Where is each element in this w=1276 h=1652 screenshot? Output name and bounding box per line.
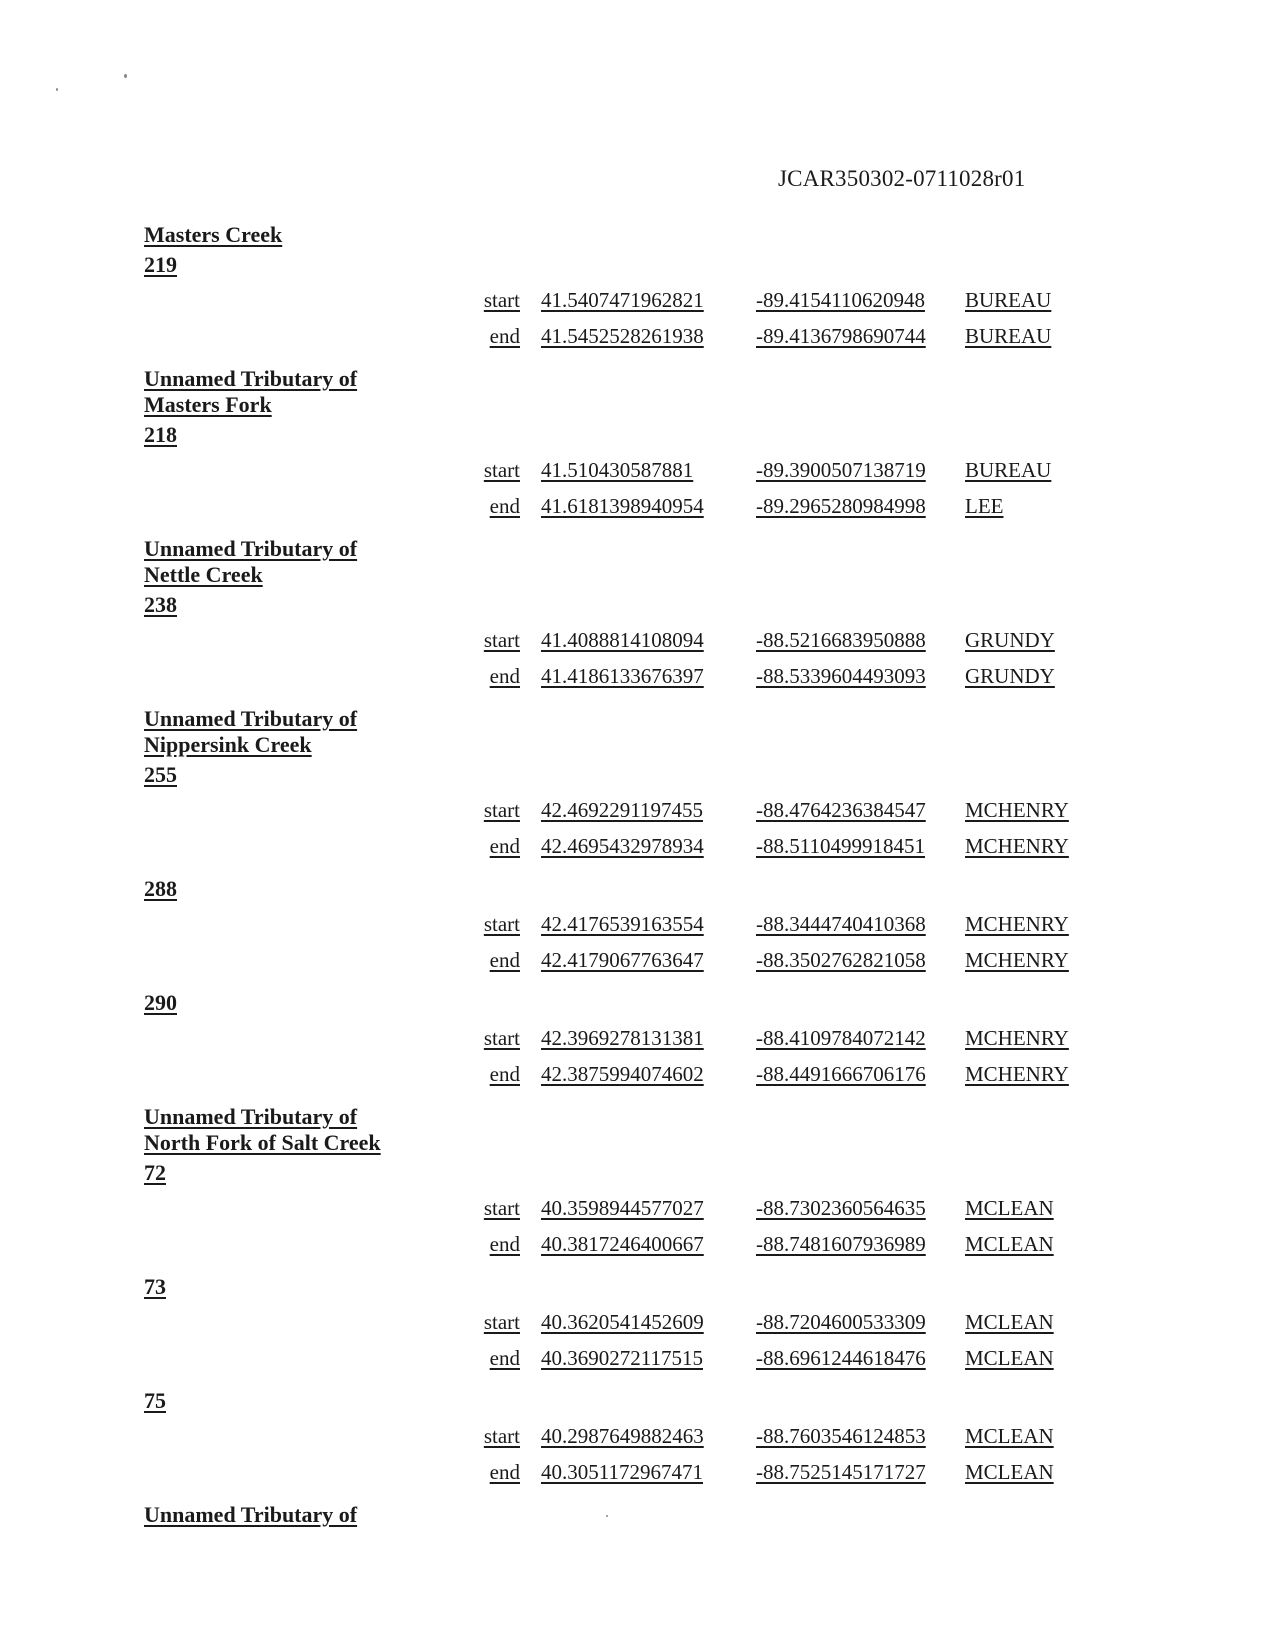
segment-id — [144, 1274, 1104, 1300]
scan-speck — [56, 88, 58, 91]
county: BUREAU — [965, 458, 1052, 482]
latitude: 42.4176539163554 — [541, 912, 704, 936]
latitude: 42.4692291197455 — [541, 798, 703, 822]
coordinate-row — [144, 454, 1104, 490]
longitude: -88.5110499918451 — [756, 834, 925, 858]
stream-heading — [144, 366, 404, 418]
coordinate-row — [144, 1228, 1104, 1264]
point-label: end — [489, 1346, 520, 1370]
county: GRUNDY — [965, 664, 1055, 688]
county: MCLEAN — [965, 1310, 1054, 1334]
point-label: start — [483, 912, 520, 936]
point-label: start — [483, 1026, 520, 1050]
longitude: -88.7302360564635 — [756, 1196, 926, 1220]
stream-heading — [144, 1104, 404, 1156]
latitude: 42.4179067763647 — [541, 948, 704, 972]
county: MCHENRY — [965, 1062, 1069, 1086]
segment-number: 72 — [144, 1160, 166, 1185]
stream-segment-list — [144, 222, 1104, 1528]
segment-number: 238 — [144, 592, 177, 617]
segment-number: 290 — [144, 990, 177, 1015]
county: MCLEAN — [965, 1232, 1054, 1256]
latitude: 42.3875994074602 — [541, 1062, 704, 1086]
coordinate-row — [144, 1420, 1104, 1456]
stream-name: Unnamed Tributary of Nippersink Creek — [144, 706, 358, 757]
coordinate-row — [144, 1058, 1104, 1094]
coordinate-row — [144, 830, 1104, 866]
longitude: -88.4109784072142 — [756, 1026, 926, 1050]
segment-id — [144, 592, 1104, 618]
coordinate-rows — [144, 1022, 1104, 1094]
coordinate-row — [144, 1342, 1104, 1378]
longitude: -88.7525145171727 — [756, 1460, 926, 1484]
segment-number: 73 — [144, 1274, 166, 1299]
segment-id — [144, 422, 1104, 448]
coordinate-row — [144, 944, 1104, 980]
segment-number: 219 — [144, 252, 177, 277]
county: BUREAU — [965, 324, 1052, 348]
latitude: 42.4695432978934 — [541, 834, 704, 858]
latitude: 40.3620541452609 — [541, 1310, 704, 1334]
point-label: start — [483, 1196, 520, 1220]
point-label: end — [489, 324, 520, 348]
longitude: -88.7204600533309 — [756, 1310, 926, 1334]
latitude: 40.3690272117515 — [541, 1346, 703, 1370]
coordinate-row — [144, 908, 1104, 944]
latitude: 42.3969278131381 — [541, 1026, 704, 1050]
stream-name: Masters Creek — [144, 222, 283, 247]
segment-id — [144, 1388, 1104, 1414]
latitude: 40.3817246400667 — [541, 1232, 704, 1256]
latitude: 41.4088814108094 — [541, 628, 704, 652]
longitude: -88.3502762821058 — [756, 948, 926, 972]
coordinate-row — [144, 660, 1104, 696]
latitude: 41.510430587881 — [541, 458, 694, 482]
point-label: start — [483, 288, 520, 312]
coordinate-row — [144, 1192, 1104, 1228]
coordinate-rows — [144, 1420, 1104, 1492]
longitude: -88.7481607936989 — [756, 1232, 926, 1256]
coordinate-rows — [144, 284, 1104, 356]
coordinate-row — [144, 1306, 1104, 1342]
point-label: end — [489, 1232, 520, 1256]
coordinate-rows — [144, 1306, 1104, 1378]
coordinate-row — [144, 624, 1104, 660]
segment-number: 288 — [144, 876, 177, 901]
segment-number: 218 — [144, 422, 177, 447]
latitude: 41.5407471962821 — [541, 288, 704, 312]
longitude: -89.4136798690744 — [756, 324, 926, 348]
segment-number: 255 — [144, 762, 177, 787]
latitude: 41.5452528261938 — [541, 324, 704, 348]
county: LEE — [965, 494, 1004, 518]
scan-speck — [606, 1515, 608, 1517]
county: MCHENRY — [965, 948, 1069, 972]
segment-id — [144, 762, 1104, 788]
longitude: -89.3900507138719 — [756, 458, 926, 482]
coordinate-rows — [144, 908, 1104, 980]
coordinate-row — [144, 1456, 1104, 1492]
coordinate-row — [144, 490, 1104, 526]
latitude: 40.3051172967471 — [541, 1460, 703, 1484]
stream-name: Unnamed Tributary of Masters Fork — [144, 366, 358, 417]
coordinate-row — [144, 794, 1104, 830]
stream-name: Unnamed Tributary of — [144, 1502, 358, 1527]
segment-id — [144, 1160, 1104, 1186]
latitude: 41.6181398940954 — [541, 494, 704, 518]
longitude: -88.7603546124853 — [756, 1424, 926, 1448]
longitude: -88.4764236384547 — [756, 798, 926, 822]
county: MCLEAN — [965, 1460, 1054, 1484]
segment-id — [144, 252, 1104, 278]
stream-heading — [144, 706, 404, 758]
scan-speck — [124, 74, 127, 78]
point-label: start — [483, 458, 520, 482]
point-label: end — [489, 664, 520, 688]
longitude: -88.3444740410368 — [756, 912, 926, 936]
point-label: end — [489, 494, 520, 518]
county: MCHENRY — [965, 834, 1069, 858]
coordinate-rows — [144, 624, 1104, 696]
point-label: end — [489, 948, 520, 972]
segment-id — [144, 876, 1104, 902]
coordinate-row — [144, 1022, 1104, 1058]
coordinate-rows — [144, 794, 1104, 866]
county: MCLEAN — [965, 1346, 1054, 1370]
county: MCHENRY — [965, 1026, 1069, 1050]
longitude: -88.6961244618476 — [756, 1346, 926, 1370]
stream-heading — [144, 1502, 404, 1528]
document-id: JCAR350302-0711028r01 — [778, 166, 1026, 191]
county: MCHENRY — [965, 798, 1069, 822]
point-label: end — [489, 1460, 520, 1484]
county: MCLEAN — [965, 1424, 1054, 1448]
coordinate-rows — [144, 454, 1104, 526]
county: MCLEAN — [965, 1196, 1054, 1220]
longitude: -88.4491666706176 — [756, 1062, 926, 1086]
stream-name: Unnamed Tributary of Nettle Creek — [144, 536, 358, 587]
segment-id — [144, 990, 1104, 1016]
longitude: -88.5216683950888 — [756, 628, 926, 652]
stream-heading — [144, 536, 404, 588]
stream-name: Unnamed Tributary of North Fork of Salt Creek — [144, 1104, 381, 1155]
coordinate-row — [144, 284, 1104, 320]
longitude: -89.2965280984998 — [756, 494, 926, 518]
county: BUREAU — [965, 288, 1052, 312]
point-label: end — [489, 834, 520, 858]
coordinate-row — [144, 320, 1104, 356]
point-label: start — [483, 1424, 520, 1448]
point-label: start — [483, 798, 520, 822]
point-label: start — [483, 1310, 520, 1334]
latitude: 40.3598944577027 — [541, 1196, 704, 1220]
latitude: 41.4186133676397 — [541, 664, 704, 688]
longitude: -88.5339604493093 — [756, 664, 926, 688]
segment-number: 75 — [144, 1388, 166, 1413]
stream-heading — [144, 222, 404, 248]
point-label: end — [489, 1062, 520, 1086]
longitude: -89.4154110620948 — [756, 288, 925, 312]
point-label: start — [483, 628, 520, 652]
county: GRUNDY — [965, 628, 1055, 652]
county: MCHENRY — [965, 912, 1069, 936]
latitude: 40.2987649882463 — [541, 1424, 704, 1448]
coordinate-rows — [144, 1192, 1104, 1264]
